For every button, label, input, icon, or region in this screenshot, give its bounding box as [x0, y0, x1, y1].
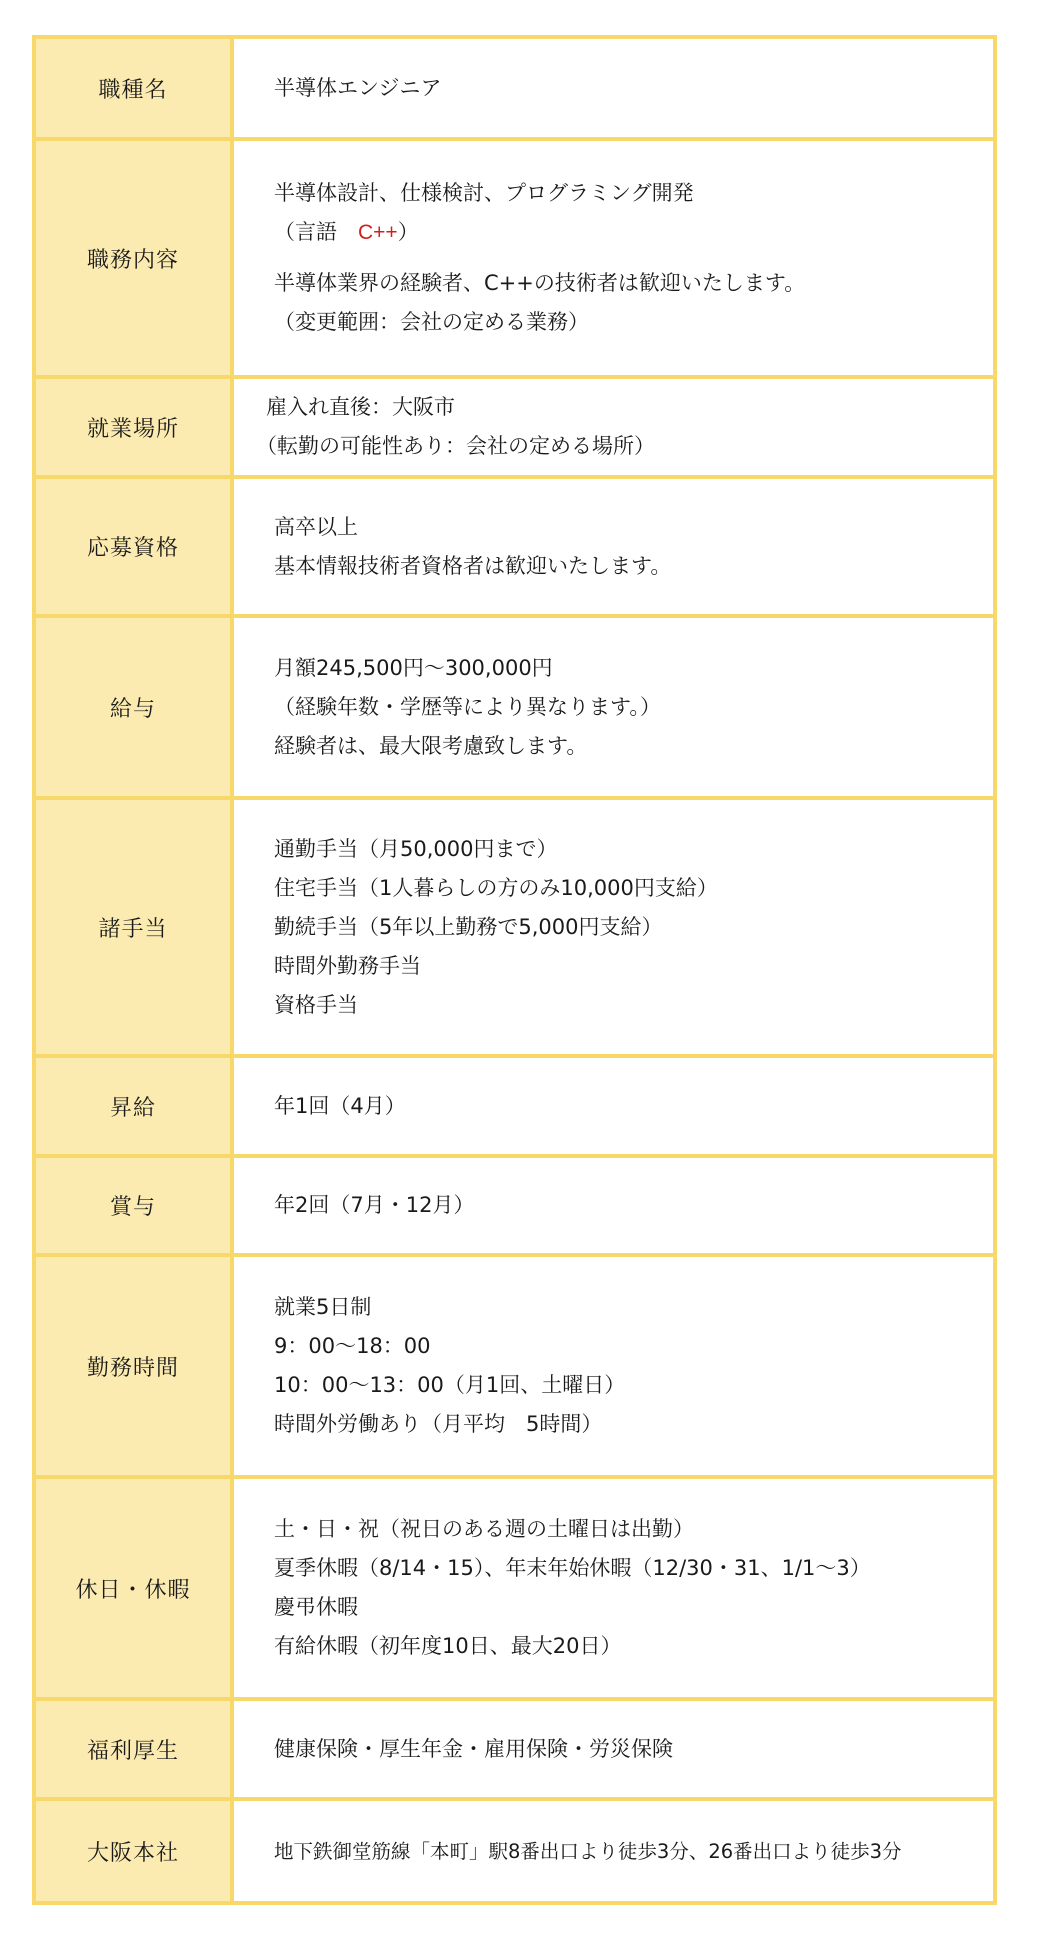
- row-requirements: [36, 479, 993, 618]
- text-line: 時間外勤務手当: [274, 953, 421, 978]
- label-work-location: 就業場所: [36, 379, 234, 475]
- text-line: 勤続手当（5年以上勤務で5,000円支給）: [274, 914, 663, 939]
- text-line: 雇入れ直後：大阪市: [266, 395, 455, 419]
- text-line: 土・日・祝（祝日のある週の土曜日は出勤）: [274, 1517, 694, 1541]
- text-line: 就業5日制: [274, 1295, 372, 1319]
- label-bonus: 賞与: [36, 1158, 234, 1253]
- row-benefits: [36, 1701, 993, 1801]
- text-line: （転勤の可能性あり：会社の定める場所）: [256, 434, 655, 458]
- language-value: C++: [358, 221, 398, 244]
- row-raise: [36, 1058, 993, 1158]
- value-job-description: [234, 141, 993, 375]
- value-allowances: [234, 800, 993, 1054]
- text-line: 年2回（7月・12月）: [274, 1193, 475, 1217]
- row-salary: [36, 618, 993, 800]
- label-job-description: 職務内容: [36, 141, 234, 375]
- value-requirements: [234, 479, 993, 614]
- text-line: 高卒以上: [274, 514, 358, 539]
- value-raise: [234, 1058, 993, 1154]
- value-holidays: [234, 1479, 993, 1697]
- value-headquarters: [234, 1801, 993, 1901]
- text-line: 地下鉄御堂筋線「本町」駅8番出口より徒歩3分、26番出口より徒歩3分: [274, 1839, 902, 1863]
- language-suffix: ）: [397, 220, 419, 244]
- language-line: [274, 213, 993, 252]
- text-line: 有給休暇（初年度10日、最大20日）: [274, 1634, 622, 1658]
- text-line: 経験者は、最大限考慮致します。: [274, 733, 588, 758]
- language-prefix: （言語: [274, 220, 358, 244]
- text-line: 年1回（4月）: [274, 1093, 406, 1118]
- row-job-title: [36, 39, 993, 141]
- label-benefits: 福利厚生: [36, 1701, 234, 1797]
- label-headquarters: 大阪本社: [36, 1801, 234, 1901]
- label-job-title: 職種名: [36, 39, 234, 137]
- text-line: 慶弔休暇: [274, 1595, 358, 1619]
- text-line: 半導体業界の経験者、C++の技術者は歓迎いたします。: [274, 271, 806, 295]
- value-bonus: [234, 1158, 993, 1253]
- text-line: 健康保険・厚生年金・雇用保険・労災保険: [274, 1736, 673, 1761]
- row-working-hours: [36, 1257, 993, 1479]
- text-line: 9：00～18：00: [274, 1334, 431, 1358]
- row-work-location: [36, 379, 993, 479]
- label-allowances: 諸手当: [36, 800, 234, 1054]
- row-headquarters: [36, 1801, 993, 1901]
- value-benefits: [234, 1701, 993, 1797]
- row-holidays: [36, 1479, 993, 1701]
- text-line: 10：00～13：00（月1回、土曜日）: [274, 1373, 626, 1397]
- text-line: 資格手当: [274, 992, 358, 1017]
- text-line: 時間外労働あり（月平均 5時間）: [274, 1412, 603, 1436]
- value-salary: [234, 618, 993, 796]
- label-working-hours: 勤務時間: [36, 1257, 234, 1475]
- value-work-location: [234, 379, 993, 475]
- job-details-table: [32, 35, 997, 1905]
- row-bonus: [36, 1158, 993, 1257]
- text-line: （経験年数・学歴等により異なります。）: [274, 694, 661, 719]
- label-salary: 給与: [36, 618, 234, 796]
- text-line: 半導体エンジニア: [274, 75, 442, 100]
- text-line: 半導体設計、仕様検討、プログラミング開発: [274, 181, 694, 205]
- value-working-hours: [234, 1257, 993, 1475]
- text-line: 月額245,500円～300,000円: [274, 655, 553, 680]
- label-requirements: 応募資格: [36, 479, 234, 614]
- text-line: 住宅手当（1人暮らしの方のみ10,000円支給）: [274, 875, 718, 900]
- label-raise: 昇給: [36, 1058, 234, 1154]
- text-line: 夏季休暇（8/14・15）、年末年始休暇（12/30・31、1/1～3）: [274, 1556, 871, 1580]
- row-job-description: [36, 141, 993, 379]
- row-allowances: [36, 800, 993, 1058]
- text-line: 通勤手当（月50,000円まで）: [274, 836, 558, 861]
- value-job-title: [234, 39, 993, 137]
- text-line: 基本情報技術者資格者は歓迎いたします。: [274, 553, 672, 578]
- text-line: （変更範囲：会社の定める業務）: [274, 310, 589, 334]
- label-holidays: 休日・休暇: [36, 1479, 234, 1697]
